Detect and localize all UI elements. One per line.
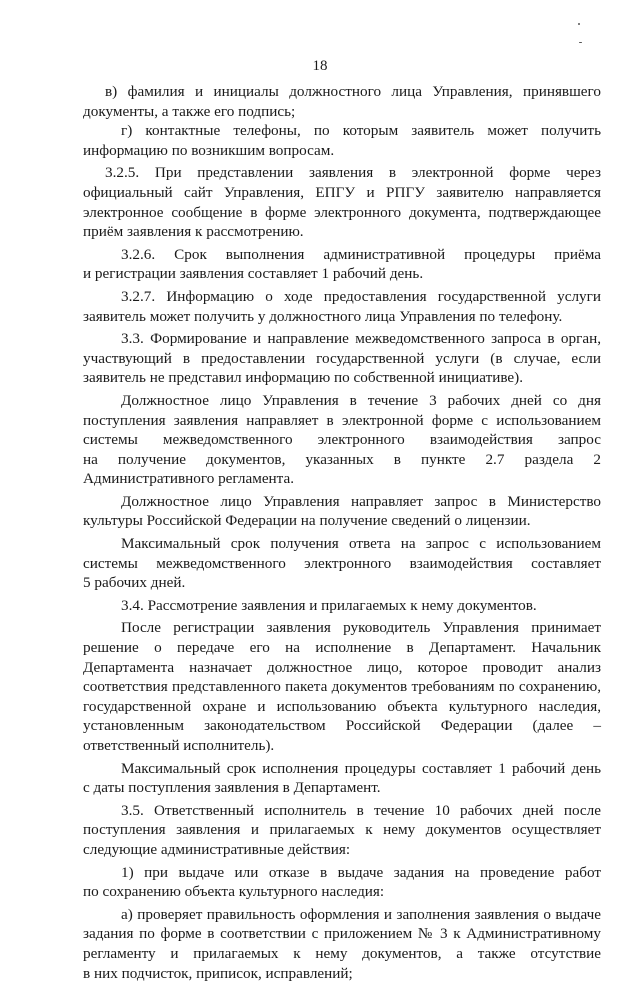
text-line: Должностное лицо Управления направляет запрос в Министерство <box>121 492 601 510</box>
text-line: приём заявления к рассмотрению. <box>83 223 304 241</box>
text-line: 3.3. Формирование и направление межведомственного запроса в орган, <box>121 330 601 348</box>
text-line: участвующий в предоставлении государственной услуги (в случае, если <box>83 349 601 367</box>
text-line: После регистрации заявления руководитель Управления принимает <box>121 619 601 637</box>
text-line: электронное сообщение в форме электронного документа, подтверждающее <box>83 203 601 221</box>
text-line: г) контактные телефоны, по которым заявитель может получить <box>121 122 601 140</box>
text-line: 3.4. Рассмотрение заявления и прилагаемых к нему документов. <box>121 596 537 614</box>
text-line: и регистрации заявления составляет 1 рабочий день. <box>83 265 424 283</box>
text-line: в) фамилия и инициалы должностного лица Управления, принявшего <box>105 83 601 100</box>
text-line: регламенту и прилагаемых к нему документов, а также отсутствие <box>83 944 601 962</box>
text-line: документы, а также его подпись; <box>83 102 296 120</box>
text-line: Должностное лицо Управления в течение 3 рабочих дней со дня <box>121 391 601 409</box>
text-line: в них подчисток, приписок, исправлений; <box>83 964 353 982</box>
text-line: с даты поступления заявления в Департамент. <box>83 779 381 797</box>
text-line: поступления заявления и прилагаемых к нему документов осуществляет <box>83 821 601 839</box>
page-number: 18 <box>312 58 328 74</box>
scan-speck <box>578 23 580 25</box>
text-line: 3.2.6. Срок выполнения административной процедуры приёма <box>121 245 601 263</box>
text-line: системы межведомственного электронного взаимодействия составляет <box>83 554 601 572</box>
text-line: официальный сайт Управления, ЕПГУ и РПГУ заявителю направляется <box>83 183 601 201</box>
text-line: ответственный исполнитель). <box>83 737 275 754</box>
text-line: 1) при выдаче или отказе в выдаче задания на проведение работ <box>121 863 601 881</box>
text-line: соответствия представленного пакета документов требованиям по сохранению, <box>83 678 601 696</box>
scan-speck <box>579 42 582 43</box>
text-line: задания по форме в соответствии с приложением № 3 к Административному <box>83 925 601 943</box>
text-line: заявитель может получить у должностного лица Управления по телефону. <box>83 307 563 325</box>
text-line: заявитель не представил информацию по собственной инициативе). <box>83 369 524 387</box>
text-line: Департамента назначает должностное лицо, которое проводит анализ <box>83 658 601 676</box>
document-body <box>83 82 601 983</box>
text-line: Административного регламента. <box>83 470 295 488</box>
text-line: на получение документов, указанных в пункте 2.7 раздела 2 <box>83 450 601 468</box>
text-line: культуры Российской Федерации на получение сведений о лицензии. <box>83 512 531 530</box>
text-line: информацию по возникшим вопросам. <box>83 141 335 159</box>
text-line: 3.2.5. При представлении заявления в электронной форме через <box>105 164 601 182</box>
text-line: 3.2.7. Информацию о ходе предоставления государственной услуги <box>121 287 601 305</box>
text-line: 3.5. Ответственный исполнитель в течение 10 рабочих дней после <box>121 801 601 819</box>
text-line: 5 рабочих дней. <box>83 574 186 592</box>
text-line: Максимальный срок получения ответа на запрос с использованием <box>121 535 601 553</box>
text-line: государственной охране и использованию объекта культурного наследия, <box>83 697 601 715</box>
text-line: поступления заявления направляет в электронной форме с использованием <box>83 411 601 429</box>
text-line: Максимальный срок исполнения процедуры составляет 1 рабочий день <box>121 759 601 777</box>
text-line: системы межведомственного электронного взаимодействия запрос <box>83 431 601 449</box>
text-line: по сохранению объекта культурного наследия: <box>83 883 385 901</box>
text-line: а) проверяет правильность оформления и заполнения заявления о выдаче <box>121 905 601 923</box>
text-line: следующие административные действия: <box>83 840 351 858</box>
text-line: установленным законодательством Российской Федерации (далее – <box>83 717 601 735</box>
text-line: решение о передаче его на исполнение в Департамент. Начальник <box>83 639 601 657</box>
